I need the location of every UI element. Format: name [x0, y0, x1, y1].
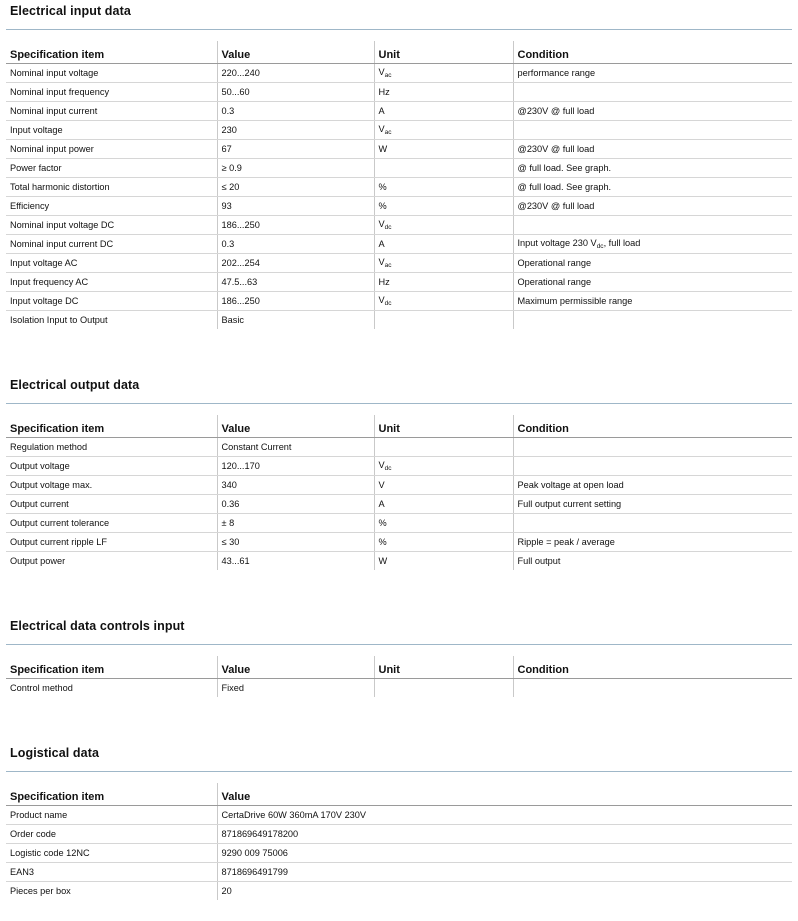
table-cell: Constant Current — [217, 438, 374, 457]
table-cell: Operational range — [513, 273, 792, 292]
table-cell: Output current — [6, 495, 217, 514]
table-cell: Nominal input voltage DC — [6, 216, 217, 235]
table-cell — [374, 311, 513, 330]
table-row — [6, 121, 792, 140]
table-cell: Pieces per box — [10, 886, 71, 896]
table-cell: $V_{ac}$ — [374, 64, 513, 83]
spec-table — [6, 783, 792, 900]
table-cell: $V_{dc}$ — [374, 457, 513, 476]
column-header: Specification item — [6, 415, 217, 438]
table-cell: @230V @ full load — [513, 140, 792, 159]
table-cell: % — [374, 533, 513, 552]
table-cell: 50...60 — [217, 83, 374, 102]
table-cell: @ full load. See graph. — [513, 178, 792, 197]
table-cell: 202...254 — [217, 254, 374, 273]
table-cell: Output current ripple LF — [6, 533, 217, 552]
table-cell: 220...240 — [217, 64, 374, 83]
table-cell — [374, 159, 513, 178]
table-cell: 67 — [217, 140, 374, 159]
table-cell — [513, 216, 792, 235]
spec-table — [6, 41, 792, 329]
table-cell: @230V @ full load — [513, 197, 792, 216]
column-header: Condition — [513, 415, 792, 438]
table-cell — [374, 679, 513, 698]
table-cell: Isolation Input to Output — [10, 315, 108, 325]
table-row — [6, 495, 792, 514]
table-cell — [513, 679, 792, 698]
table-cell: Hz — [374, 83, 513, 102]
section-divider — [6, 644, 792, 645]
table-row — [6, 476, 792, 495]
table-cell: 0.3 — [217, 235, 374, 254]
section-divider — [6, 403, 792, 404]
table-cell: A — [374, 102, 513, 121]
spec-table — [6, 656, 792, 697]
table-cell: W — [374, 140, 513, 159]
column-header: Specification item — [6, 656, 217, 679]
table-cell — [513, 438, 792, 457]
table-cell: 93 — [217, 197, 374, 216]
table-row — [6, 533, 792, 552]
table-cell: Fixed — [217, 679, 374, 698]
table-cell: Peak voltage at open load — [513, 476, 792, 495]
table-cell: 8718696491799 — [217, 863, 792, 882]
table-cell: Maximum permissible range — [513, 292, 792, 311]
table-cell: Input voltage — [6, 121, 217, 140]
table-cell: Input voltage DC — [6, 292, 217, 311]
column-header: Value — [217, 656, 374, 679]
table-row — [6, 64, 792, 83]
column-header: Unit — [374, 656, 513, 679]
section-title: Electrical output data — [10, 378, 140, 392]
table-row — [6, 273, 792, 292]
table-cell: Ripple = peak / average — [513, 533, 792, 552]
table-cell: $V_{dc}$ — [374, 216, 513, 235]
table-cell: Nominal input current — [6, 102, 217, 121]
table-row — [6, 197, 792, 216]
table-row — [6, 140, 792, 159]
table-row — [6, 514, 792, 533]
table-cell: Nominal input frequency — [6, 83, 217, 102]
column-header: Value — [217, 783, 792, 806]
table-cell: $V_{ac}$ — [374, 121, 513, 140]
table-row — [6, 806, 792, 825]
table-cell: ≥ 0.9 — [217, 159, 374, 178]
table-cell: Operational range — [513, 254, 792, 273]
table-row — [6, 825, 792, 844]
table-cell: ≤ 30 — [217, 533, 374, 552]
table-cell: Input voltage 230 $V_{dc}$, full load — [513, 235, 792, 254]
column-header: Value — [217, 415, 374, 438]
table-cell: A — [374, 495, 513, 514]
table-row — [6, 216, 792, 235]
table-cell: Nominal input power — [6, 140, 217, 159]
table-cell — [374, 438, 513, 457]
table-cell: 120...170 — [217, 457, 374, 476]
table-cell: Input frequency AC — [6, 273, 217, 292]
table-cell: 0.36 — [217, 495, 374, 514]
table-row — [6, 159, 792, 178]
column-header: Condition — [513, 41, 792, 64]
table-row — [6, 863, 792, 882]
table-cell: Efficiency — [6, 197, 217, 216]
table-cell: Product name — [6, 806, 217, 825]
table-cell: 9290 009 75006 — [217, 844, 792, 863]
table-cell: performance range — [513, 64, 792, 83]
table-cell: EAN3 — [6, 863, 217, 882]
section-divider — [6, 771, 792, 772]
table-row — [6, 457, 792, 476]
table-cell: 20 — [217, 882, 792, 901]
table-cell — [513, 121, 792, 140]
table-cell: ≤ 20 — [217, 178, 374, 197]
table-cell: % — [374, 197, 513, 216]
section-divider — [6, 29, 792, 30]
table-row — [6, 178, 792, 197]
column-header: Unit — [374, 41, 513, 64]
column-header: Specification item — [6, 41, 217, 64]
table-row — [6, 102, 792, 121]
table-row — [6, 438, 792, 457]
table-cell: Order code — [6, 825, 217, 844]
table-row — [6, 882, 792, 901]
table-cell — [513, 83, 792, 102]
section-title: Electrical input data — [10, 4, 131, 18]
table-row — [6, 83, 792, 102]
table-cell: Control method — [10, 683, 73, 693]
table-cell: CertaDrive 60W 360mA 170V 230V — [217, 806, 792, 825]
table-cell: Input voltage AC — [6, 254, 217, 273]
table-cell: 340 — [217, 476, 374, 495]
table-row — [6, 292, 792, 311]
column-header: Unit — [374, 415, 513, 438]
table-cell: Regulation method — [6, 438, 217, 457]
table-cell: Basic — [217, 311, 374, 330]
table-cell: Output power — [10, 556, 66, 566]
table-cell: 230 — [217, 121, 374, 140]
table-row — [6, 235, 792, 254]
table-cell: Total harmonic distortion — [6, 178, 217, 197]
table-cell — [513, 311, 792, 330]
table-cell: Nominal input current DC — [6, 235, 217, 254]
table-row — [6, 311, 792, 330]
table-cell — [513, 514, 792, 533]
table-cell: ± 8 — [217, 514, 374, 533]
table-cell: Nominal input voltage — [6, 64, 217, 83]
table-cell: Logistic code 12NC — [6, 844, 217, 863]
table-cell: @230V @ full load — [513, 102, 792, 121]
table-cell: A — [374, 235, 513, 254]
table-cell: Output voltage max. — [6, 476, 217, 495]
table-row — [6, 844, 792, 863]
table-cell: 186...250 — [217, 216, 374, 235]
table-cell: Power factor — [6, 159, 217, 178]
table-row — [6, 679, 792, 698]
table-row — [6, 552, 792, 571]
table-row — [6, 254, 792, 273]
table-cell: % — [374, 514, 513, 533]
table-cell: 43...61 — [217, 552, 374, 571]
table-cell: 871869649178200 — [217, 825, 792, 844]
table-cell: 47.5...63 — [217, 273, 374, 292]
table-cell: V — [374, 476, 513, 495]
spec-table — [6, 415, 792, 570]
table-cell: $V_{dc}$ — [374, 292, 513, 311]
section-title: Logistical data — [10, 746, 100, 760]
table-cell: @ full load. See graph. — [513, 159, 792, 178]
table-cell — [513, 457, 792, 476]
table-cell: W — [374, 552, 513, 571]
table-cell: Hz — [374, 273, 513, 292]
table-cell: 186...250 — [217, 292, 374, 311]
column-header: Value — [217, 41, 374, 64]
column-header: Condition — [513, 656, 792, 679]
table-cell: Full output — [513, 552, 792, 571]
table-cell: Output current tolerance — [6, 514, 217, 533]
table-cell: 0.3 — [217, 102, 374, 121]
table-cell: $V_{ac}$ — [374, 254, 513, 273]
table-cell: % — [374, 178, 513, 197]
section-title: Electrical data controls input — [10, 619, 185, 633]
table-cell: Full output current setting — [513, 495, 792, 514]
table-cell: Output voltage — [6, 457, 217, 476]
column-header: Specification item — [6, 783, 217, 806]
